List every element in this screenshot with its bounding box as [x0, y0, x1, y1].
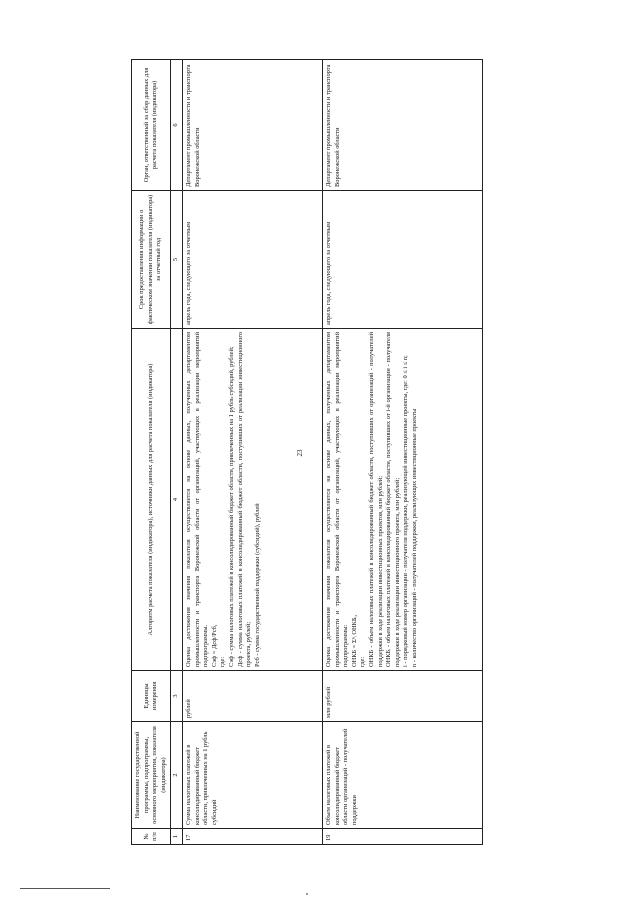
indicator-name: Объем налоговых платежей в консолидированный бюджет области организаций - получателей поддержки: [322, 722, 482, 829]
page-number: 23: [296, 449, 304, 457]
indicator-name: Сумма налоговых платежей в консолидированный бюджет области, привлеченных на 1 рубль субсидий: [182, 722, 322, 829]
indicator-algorithm: [322, 329, 482, 671]
algorithm-line: где:: [359, 656, 367, 667]
indicator-table: [131, 59, 483, 845]
indicator-deadline: апрель года, следующего за отчетным: [322, 191, 482, 329]
algorithm-line: ОНКБᵢ - объем налоговых платежей в консолидированный бюджет области, поступивших от i-й организации - получателя поддержки в ходе реализации инвестиционного проекта, млн рублей;: [385, 332, 401, 667]
algorithm-line: Оценка достижения значения показателя осуществляется на основе данных, полученных департаментом промышленности и транспорта Воронежской области от организаций, участвующих в реализации мероприятий подпрограммы:: [324, 332, 350, 667]
algorithm-line: Дсф - сумма налоговых платежей в консолидированный бюджет области, поступивших от реализации инвестиционного проекта, рублей;: [236, 332, 253, 667]
column-number: 5: [171, 191, 183, 329]
column-number: 1: [171, 829, 183, 845]
table-row: [182, 60, 322, 845]
indicator-table-container: [131, 60, 476, 845]
column-number: 2: [171, 722, 183, 829]
row-number: 19: [322, 829, 482, 845]
column-number: 3: [171, 671, 183, 722]
header-no: № п/п: [132, 829, 171, 845]
scan-mark: [306, 893, 308, 895]
header-name: Наименование государственной программы, подпрограммы, основного мероприятия, показателя (индикатора): [132, 722, 171, 829]
header-deadline: Срок предоставления информации о фактическом значении показателя (индикатора) за отчетный год: [132, 191, 171, 329]
algorithm-line: i - порядковый номер организации - получателя поддержки, реализующей инвестиционные проекты, где: 0 ≤ i ≤ n;: [402, 355, 410, 667]
header-responsible: Орган, ответственный за сбор данных для расчета показателя (индикатора): [132, 60, 171, 191]
indicator-units: млн рублей: [322, 671, 482, 722]
indicator-responsible: Департамент промышленности и транспорта Воронежской области: [182, 60, 322, 191]
indicator-responsible: Департамент промышленности и транспорта Воронежской области: [322, 60, 482, 191]
algorithm-line: Рсб - сумма государственной поддержки (субсидий), рублей: [253, 503, 261, 667]
column-number-row: [171, 60, 183, 845]
footnote-separator: [20, 888, 110, 889]
algorithm-line: Оценка достижения значения показателя осуществляется на основе данных, полученных департаментом промышленности и транспорта Воронежской области от организаций, участвующих в реализации мероприятий подпрограммы.: [184, 332, 210, 667]
column-number: 4: [171, 329, 183, 671]
algorithm-line: Сэф - сумма налоговых платежей в консолидированный бюджет области, привлеченных на 1 рубль субсидий, рублей;: [227, 346, 235, 667]
algorithm-line: ОНКБ - объем налоговых платежей в консолидированный бюджет области, поступивших от организаций - получателей поддержки в ходе реализации инвестиционных проектов, млн рублей;: [367, 332, 384, 667]
indicator-algorithm: [182, 329, 322, 671]
algorithm-line: n - количество организаций - получателей поддержки, реализующих инвестиционные проекты: [410, 408, 418, 667]
row-number: 17: [182, 829, 322, 845]
table-header-row: [132, 60, 171, 845]
algorithm-line: где:: [219, 656, 227, 667]
header-units: Единицы измерения: [132, 671, 171, 722]
indicator-deadline: апрель года, следующего за отчетным: [182, 191, 322, 329]
indicator-units: рублей: [182, 671, 322, 722]
algorithm-formula: ОНКБ = Σⁿᵢ ОНКБᵢ,: [350, 614, 358, 667]
header-algorithm: Алгоритм расчета показателя (индикатора), источники данных для расчета показателя (индикатора): [132, 329, 171, 671]
column-number: 6: [171, 60, 183, 191]
algorithm-formula: Сэф = Дсф/Рсб,: [210, 624, 218, 667]
table-row: [322, 60, 482, 845]
